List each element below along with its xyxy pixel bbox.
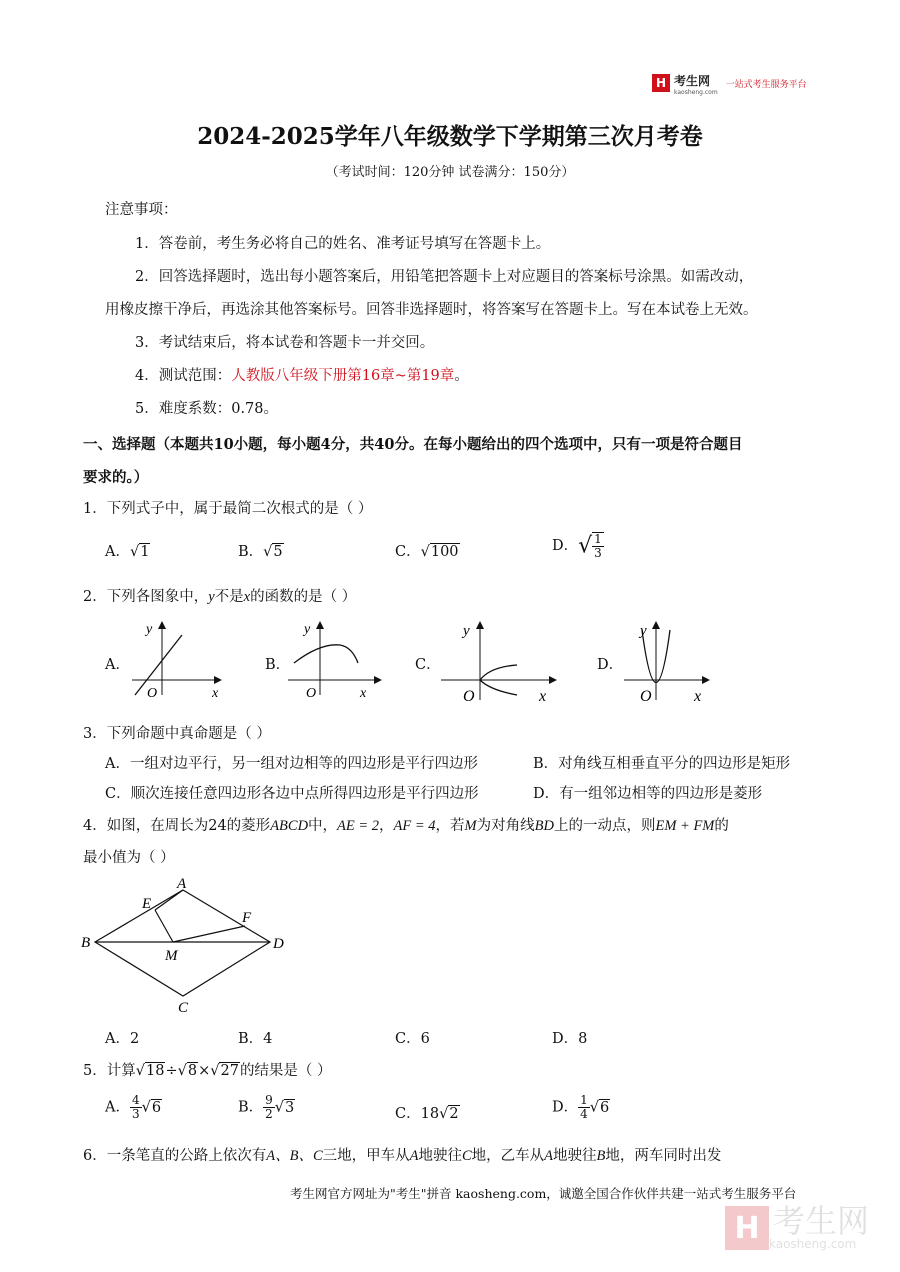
q4-option-a: A．2 <box>105 1031 140 1047</box>
q2d-x-label: x <box>694 688 702 705</box>
q4-comma: ， <box>379 818 394 834</box>
q1-c-label: C． <box>395 544 421 560</box>
q3-stem: 3．下列命题中真命题是（ ） <box>83 726 271 742</box>
q6-places: A、B、C <box>266 1148 323 1164</box>
q6-stem <box>83 1144 721 1165</box>
note-4-scope: 人教版八年级下册第16章~第19章 <box>231 368 455 384</box>
q5-radicand-2: 8 <box>187 1063 198 1079</box>
q2c-lower-branch <box>480 680 517 695</box>
q4-label-a: A <box>177 876 187 892</box>
q2a-line <box>135 635 182 695</box>
q1-c-radicand: 100 <box>430 544 459 560</box>
q2c-upper-branch <box>480 665 517 680</box>
brand-logo <box>652 70 807 96</box>
q2-var-y: y <box>208 589 215 605</box>
watermark-domain: kaosheng.com <box>769 1237 857 1251</box>
q6-text-1: 6．一条笔直的公路上依次有 <box>83 1148 267 1164</box>
q4-segment-ae <box>155 890 183 910</box>
q4-af: AF = 4 <box>393 818 436 834</box>
note-2-line1: 2．回答选择题时，选出每小题答案后，用铅笔把答题卡上对应题目的答案标号涂黑。如需改动， <box>135 269 754 285</box>
q2b-x-label: x <box>360 686 367 700</box>
q2c-origin: O <box>463 688 475 705</box>
q4-label-c: C <box>178 1000 189 1016</box>
q1-option-c: C．√100 <box>395 544 459 560</box>
brand-slogan: 一站式考生服务平台 <box>725 79 807 90</box>
q1-d-denominator: 3 <box>594 546 602 560</box>
brand-name: 考生网 <box>674 74 711 88</box>
note-4-prefix: 4．测试范围： <box>135 368 232 384</box>
q4-text-c: ，若 <box>435 818 465 834</box>
q5-d-denominator: 4 <box>580 1107 588 1121</box>
q1-option-b: B．√5 <box>238 544 283 560</box>
q4-label-b: B <box>81 935 91 951</box>
q2b-origin: O <box>306 686 317 700</box>
q5-radicand-1: 18 <box>145 1063 165 1079</box>
q5-c-radicand: 2 <box>449 1106 459 1122</box>
q6-a-2: A <box>544 1148 554 1164</box>
q4-rhombus-figure <box>75 872 305 1017</box>
q6-c-1: C <box>461 1148 472 1164</box>
q4-segment-fm <box>173 926 245 942</box>
q5-option-b: B． $\frac{9}{2}$ √3 <box>238 1093 295 1121</box>
q4-shape: ABCD <box>270 818 309 834</box>
note-4-suffix: 。 <box>454 368 469 384</box>
q2b-y-label: y <box>304 622 311 637</box>
exam-title: 2024-2025学年八年级数学下学期第三次月考卷 <box>197 123 703 150</box>
q5-a-denominator: 3 <box>131 1107 140 1121</box>
q4-label-d: D <box>273 936 284 952</box>
q4-option-c: C．6 <box>395 1031 430 1047</box>
q3-option-a: A．一组对边平行，另一组对边相等的四边形是平行四边形 <box>105 756 478 772</box>
q4-option-d: D．8 <box>552 1031 588 1047</box>
watermark-name: 考生网 <box>773 1202 870 1240</box>
q2-label-a: A． <box>105 657 130 673</box>
q2c-y-label: y <box>463 623 470 639</box>
note-2-line2: 用橡皮擦干净后，再选涂其他答案标号。回答非选择题时，将答案写在答题卡上。写在本试卷上无效。 <box>105 302 758 318</box>
q4-text-d: 为对角线 <box>476 818 535 834</box>
q1-stem: 1．下列式子中，属于最简二次根式的是（ ） <box>83 501 373 517</box>
note-4 <box>135 364 469 385</box>
q2a-x-label: x <box>212 686 219 700</box>
q1-a-label: A． <box>105 544 130 560</box>
q2-stem-mid: 不是 <box>214 589 244 605</box>
q1-b-label: B． <box>238 544 264 560</box>
q2b-curve <box>294 645 358 663</box>
q4-text-b: 中， <box>308 818 338 834</box>
q4-m: M <box>464 818 477 834</box>
q5-b-denominator: 2 <box>265 1107 273 1121</box>
q5-divide: ÷ <box>165 1063 178 1079</box>
brand-logo-mark: H <box>652 74 670 92</box>
q6-text-6: 地，两车同时出发 <box>605 1148 722 1164</box>
q6-text-4: 地，乙车从 <box>471 1148 545 1164</box>
q6-text-5: 地驶往 <box>553 1148 597 1164</box>
q5-option-d: D． $\frac{1}{4}$ √6 <box>552 1093 610 1121</box>
q1-b-radicand: 5 <box>273 544 283 560</box>
q4-segment-em <box>155 910 173 942</box>
q5-a-numerator: 4 <box>131 1093 140 1107</box>
section-1-heading-cont: 要求的。） <box>83 469 149 486</box>
q4-expr: EM + FM <box>655 818 715 834</box>
q5-stem: 5．计算√18÷√8×√27的结果是（ ） <box>83 1063 332 1079</box>
notes-heading: 注意事项： <box>105 202 178 218</box>
q5-stem-prefix: 5．计算 <box>83 1063 136 1079</box>
q1-option-d: D．√ $\frac{1}{3}$ <box>552 532 602 560</box>
q2a-origin: O <box>147 686 158 700</box>
q1-d-numerator: 1 <box>594 532 602 546</box>
q5-d-numerator: 1 <box>580 1093 588 1107</box>
q4-stem-line2: 最小值为（ ） <box>83 850 175 866</box>
q4-bd: BD <box>534 818 554 834</box>
brand-domain: kaosheng.com <box>674 89 718 96</box>
q2-graph-b <box>280 615 390 700</box>
q3-option-c: C．顺次连接任意四边形各边中点所得四边形是平行四边形 <box>105 786 479 802</box>
q2-label-d: D． <box>597 657 624 673</box>
q4-label-m: M <box>165 948 178 964</box>
q5-radicand-3: 27 <box>220 1063 239 1079</box>
q3-option-d: D．有一组邻边相等的四边形是菱形 <box>533 786 763 802</box>
q2-stem <box>83 585 356 606</box>
q5-b-numerator: 9 <box>265 1093 273 1107</box>
q2-graph-a <box>120 615 230 700</box>
note-3: 3．考试结束后，将本试卷和答题卡一并交回。 <box>135 335 435 351</box>
q6-text-3: 地驶往 <box>418 1148 462 1164</box>
q6-text-2: 三地，甲车从 <box>322 1148 410 1164</box>
q2d-origin: O <box>640 688 652 705</box>
q2-label-b: B． <box>265 657 291 673</box>
note-1: 1．答卷前，考生务必将自己的姓名、准考证号填写在答题卡上。 <box>135 236 551 252</box>
watermark-text <box>769 1202 870 1251</box>
q3-option-b: B．对角线互相垂直平分的四边形是矩形 <box>533 756 791 772</box>
q2-stem-prefix: 2．下列各图象中， <box>83 589 209 605</box>
q4-text-a: 4．如图，在周长为24的菱形 <box>83 818 271 834</box>
q5-b-label: B． <box>238 1099 264 1116</box>
q2-graph-d <box>618 615 713 705</box>
note-5: 5．难度系数：0.78。 <box>135 401 279 417</box>
page-footer: 考生网官方网址为"考生"拼音 kaosheng.com，诚邀全国合作伙伴共建一站式考生服务平台 <box>290 1186 797 1201</box>
q5-stem-suffix: 的结果是（ ） <box>239 1063 332 1079</box>
q5-b-radicand: 3 <box>285 1099 295 1116</box>
q5-option-a: A． $\frac{4}{3}$ √6 <box>105 1093 162 1121</box>
q4-text-f: 的 <box>714 818 729 834</box>
q4-rhombus <box>95 890 270 996</box>
q1-option-a: A．√1 <box>105 544 150 560</box>
q5-option-c: C．18√2 <box>395 1106 459 1122</box>
q2-graph-c <box>435 615 560 705</box>
q1-d-label: D． <box>552 538 579 554</box>
q5-times: × <box>198 1063 211 1079</box>
exam-subtitle: （考试时间：120分钟 试卷满分：150分） <box>325 165 575 180</box>
q4-option-b: B．4 <box>238 1031 273 1047</box>
watermark-logo <box>725 1202 870 1251</box>
q6-a-1: A <box>409 1148 419 1164</box>
q2-var-x: x <box>243 589 251 605</box>
q2c-x-label: x <box>539 688 547 705</box>
q5-c-label: C． <box>395 1106 421 1122</box>
q5-a-radicand: 6 <box>151 1099 162 1116</box>
q5-d-label: D． <box>552 1099 579 1116</box>
q5-d-radicand: 6 <box>600 1099 610 1116</box>
q4-label-e: E <box>142 896 152 912</box>
watermark-mark: H <box>725 1206 769 1250</box>
q4-ae: AE = 2 <box>337 818 380 834</box>
q5-c-coefficient: 18 <box>420 1106 440 1122</box>
q5-a-label: A． <box>105 1099 130 1116</box>
q2a-y-label: y <box>146 622 153 637</box>
q2d-y-label: y <box>640 623 647 639</box>
q4-text-e: 上的一动点，则 <box>553 818 656 834</box>
section-1-heading: 一、选择题（本题共10小题，每小题4分，共40分。在每小题给出的四个选项中，只有一项是符合题目 <box>83 436 743 453</box>
q2-stem-suffix: 的函数的是（ ） <box>250 589 357 605</box>
q4-stem-line1 <box>83 814 729 835</box>
q4-label-f: F <box>242 910 252 926</box>
q1-a-radicand: 1 <box>140 544 150 560</box>
q2-label-c: C． <box>415 657 441 673</box>
brand-logo-text <box>674 70 718 96</box>
q6-b-1: B <box>596 1148 606 1164</box>
